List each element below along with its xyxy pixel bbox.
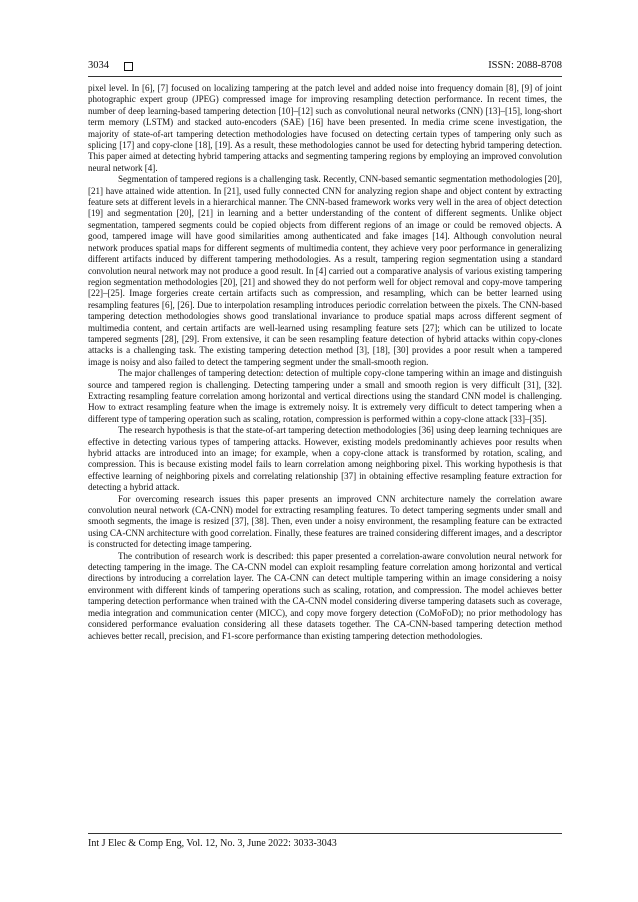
paragraph: The major challenges of tampering detection: detection of multiple copy-clone tampering within an image and distinguish source and tampered region is challenging. Detecting tampering under a small and smooth region is very difficult [31], [32]. Extracting resampling feature correlation among horizontal and vertical directions using the standard CNN model is challenging. How to extract resampling feature when the image is extremely noisy. It is extremely very difficult to detect tampering when a different type of tampering operation such as scaling, rotation, compression is performed within a copy-clone attack [33]–[35]. <box>88 368 562 424</box>
paragraph: pixel level. In [6], [7] focused on localizing tampering at the patch level and added noise into frequency domain [8], [9] of joint photographic expert group (JPEG) compressed image for improving resampling detection performance. In recent times, the number of deep learning-based tampering detection [10]–[12] such as convolutional neural networks (CNN) [13]–[15], long-short term memory (LSTM) and stacked auto-encoders (SAE) [16] have been presented. In media crime scene investigation, the majority of state-of-art tampering detection methodologies have focused on detecting certain types of tampering only such as splicing [17] and copy-clone [18], [19]. As a result, these methodologies cannot be used for detecting hybrid tampering detection. This paper aimed at detecting hybrid tampering attacks and segmenting tampering regions by employing an improved convolution neural network [4]. <box>88 83 562 173</box>
paragraph: For overcoming research issues this paper presents an improved CNN architecture namely the correlation aware convolution neural network (CA-CNN) model for extracting resampling features. To detect tampering segments under small and smooth segments, the image is resized [37], [38]. Then, even under a noisy environment, the resampling feature can be extracted using CA-CNN architecture with good correlation. Finally, these features are trained considering different images, and a descriptor is constructed for detecting image tampering. <box>88 493 562 550</box>
page-number: 3034 <box>88 60 109 71</box>
paragraph: Segmentation of tampered regions is a challenging task. Recently, CNN-based semantic segmentation methodologies [20], [21] have attained wide attention. In [21], used fully connected CNN for analyzing region shape and object content by extracting feature sets at different levels in a hierarchical manner. The CNN-based framework works very well in the area of object detection [19] and segmentation [20], [21] in learning and a better understanding of the content of different segments. Unlike object segmentation, tampered segments could be copied objects from different regions of an image or could be removed objects. A good, tampered image will have good similarities among authenticated and fake images [14]. Although convolution neural network produces spatial maps for different segments of multimedia content, they achieve very poor performance in generalizing different artifacts induced by different tampering methodologies. As a result, tampering region segmentation using a standard convolution neural network may not produce a good result. In [4] carried out a comparative analysis of various existing tampering region segmentation methodologies [20], [21] and showed they do not perform well for object removal and copy-move tampering [22]–[25]. Image forgeries create certain artifacts such as compression, and resampling, which can be better learned using resampling features [6], [26]. Due to interpolation resampling introduces periodic correlation between the pixels. The CNN-based tampering detection methodologies shows good translational invariance to produce spatial maps across different segment of multimedia content, and certain artifacts are well-learned using resampling feature sets [27]; which can be utilized to locate tampered segments [28], [29]. From extensive, it can be seen resampling feature detection of hybrid attacks within copy-clones attacks is a challenging task. The existing tampering detection method [3], [18], [30] provides a poor result when a tampered image is noisy and also failed to detect the tampering segment under the small-smooth region. <box>88 174 562 367</box>
header-rule <box>88 76 562 77</box>
issn-label: ISSN: 2088-8708 <box>488 60 562 71</box>
article-body <box>88 83 562 642</box>
paragraph: The research hypothesis is that the state-of-art tampering detection methodologies [36] using deep learning techniques are effective in detecting various types of tampering attacks. However, existing models predominantly achieves poor results when hybrid attacks are introduced into an image; for example, when a copy-clone attack is transformed by rotation, scaling, and compression. This is because existing model fails to learn correlation among neighboring pixel. This working hypothesis is that effective learning of neighboring pixels and correlating relationship [37] in obtaining effective resampling feature extraction for detecting a hybrid attack. <box>88 425 562 493</box>
footer-rule <box>88 833 562 834</box>
square-icon <box>124 62 133 71</box>
journal-citation: Int J Elec & Comp Eng, Vol. 12, No. 3, June 2022: 3033-3043 <box>88 838 337 849</box>
paragraph: The contribution of research work is described: this paper presented a correlation-aware convolution neural network for detecting tampering in the image. The CA-CNN model can exploit resampling feature correlation among horizontal and vertical directions by introducing a correlation layer. The CA-CNN can detect multiple tampering within an image considering a noisy environment with different kinds of tampering operations such as scaling, rotation, and compression. The model achieves better tampering detection performance when trained with the CA-CNN model considering diverse tampering datasets such as coverage, media integration and communication center (MICC), and copy move forgery detection (CoMoFoD); no prior methodology has considered performance evaluation considering all these datasets together. The CA-CNN-based tampering detection method achieves better recall, precision, and F1-score performance than existing tampering detection methodologies. <box>88 550 562 641</box>
page-header <box>88 60 562 76</box>
